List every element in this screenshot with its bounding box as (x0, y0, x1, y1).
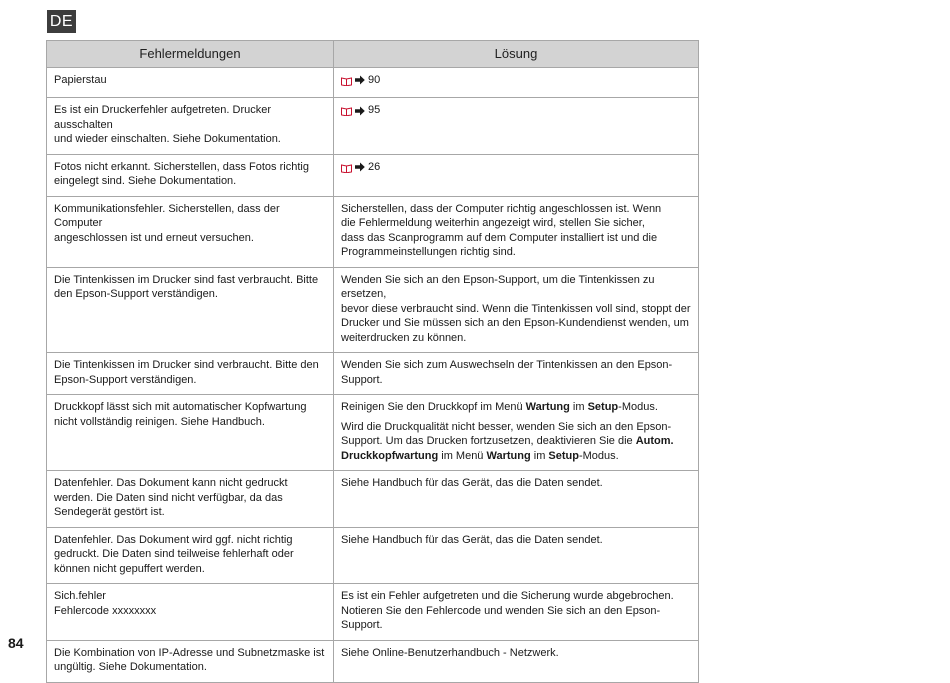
error-message-cell (47, 196, 334, 267)
header-solution: Lösung (334, 41, 699, 68)
solution-text-segment: Druckkopfwartung (341, 449, 439, 462)
solution-line: Drucker und Sie müssen sich an den Epson-Kundendienst wenden, um (341, 317, 689, 330)
table-header-row (47, 41, 699, 68)
solution-line: Wenden Sie sich an den Epson-Support, um die Tintenkissen zu ersetzen, (341, 273, 655, 301)
header-error-messages: Fehlermeldungen (47, 41, 334, 68)
error-message-line: Datenfehler. Das Dokument wird ggf. nicht richtig (54, 533, 293, 546)
table-row (47, 353, 699, 395)
solution-line: die Fehlermeldung weiterhin angezeigt wird, stellen Sie sicher, (341, 217, 645, 230)
reference-page-number: 26 (368, 160, 381, 173)
error-message-line: werden. Die Daten sind nicht verfügbar, da das (54, 491, 283, 504)
solution-line: Es ist ein Fehler aufgetreten und die Sicherung wurde abgebrochen. (341, 590, 674, 603)
error-message-line: Sendegerät gestört ist. (54, 506, 165, 519)
arrow-right-icon (355, 106, 365, 116)
error-message-table (46, 40, 699, 683)
error-message-line: Kommunikationsfehler. Sicherstellen, dass der Computer (54, 202, 280, 230)
error-message-cell (47, 353, 334, 395)
solution-cell (334, 471, 699, 528)
solution-text-segment: im Menü (438, 449, 487, 462)
error-message-cell (47, 395, 334, 471)
solution-line: bevor diese verbraucht sind. Wenn die Tintenkissen voll sind, stoppt der (341, 302, 691, 315)
solution-line: Siehe Online-Benutzerhandbuch - Netzwerk. (341, 646, 559, 659)
error-message-cell (47, 640, 334, 682)
solution-text-segment: Support. Um das Drucken fortzusetzen, deaktivieren Sie die (341, 435, 636, 448)
book-icon (341, 106, 352, 115)
page-reference-link[interactable] (341, 160, 380, 175)
solution-paragraph-1 (341, 400, 691, 415)
error-message-cell (47, 154, 334, 196)
error-message-line: Datenfehler. Das Dokument kann nicht gedruckt (54, 477, 288, 490)
error-message-line: angeschlossen ist und erneut versuchen. (54, 231, 254, 244)
error-message-cell (47, 471, 334, 528)
table-row (47, 395, 699, 471)
error-message-line: eingelegt sind. Siehe Dokumentation. (54, 175, 237, 188)
solution-text-segment: Setup (548, 449, 579, 462)
solution-line: Siehe Handbuch für das Gerät, das die Daten sendet. (341, 477, 603, 490)
table-row (47, 98, 699, 155)
table-row (47, 584, 699, 641)
page-number: 84 (8, 635, 24, 651)
error-message-cell (47, 584, 334, 641)
error-message-line: ungültig. Siehe Dokumentation. (54, 661, 207, 674)
error-message-cell (47, 98, 334, 155)
solution-cell (334, 98, 699, 155)
solution-text-segment: Wartung (525, 401, 570, 414)
error-message-line: Papierstau (54, 74, 107, 86)
table-row (47, 196, 699, 267)
language-badge: DE (47, 10, 76, 33)
error-message-line: können nicht gepuffert werden. (54, 562, 205, 575)
solution-text-segment: Wartung (486, 449, 531, 462)
solution-cell (334, 395, 699, 471)
solution-cell (334, 196, 699, 267)
arrow-right-icon (355, 75, 365, 85)
solution-line: Siehe Handbuch für das Gerät, das die Daten sendet. (341, 533, 603, 546)
solution-text-segment: Reinigen Sie den Druckkopf im Menü (341, 401, 526, 414)
table-row (47, 68, 699, 98)
reference-page-number: 95 (368, 104, 381, 117)
solution-line: dass das Scanprogramm auf dem Computer installiert ist und die (341, 231, 658, 244)
error-message-line: Epson-Support verständigen. (54, 373, 197, 386)
solution-text-segment: im (530, 449, 549, 462)
solution-text-segment: Setup (587, 401, 619, 414)
solution-cell (334, 68, 699, 98)
solution-paragraph-2 (341, 420, 691, 464)
error-message-line: Sich.fehler (54, 590, 106, 603)
reference-page-number: 90 (368, 74, 381, 86)
table-row (47, 154, 699, 196)
error-message-line: Die Kombination von IP-Adresse und Subnetzmaske ist (54, 646, 325, 659)
solution-cell (334, 640, 699, 682)
error-message-cell (47, 527, 334, 584)
error-message-line: den Epson-Support verständigen. (54, 288, 218, 301)
book-icon (341, 76, 352, 85)
error-message-line: Druckkopf lässt sich mit automatischer Kopfwartung (54, 401, 307, 414)
solution-cell (334, 353, 699, 395)
error-message-line: Die Tintenkissen im Drucker sind verbraucht. Bitte den (54, 359, 319, 372)
solution-cell (334, 527, 699, 584)
solution-line: Notieren Sie den Fehlercode und wenden Sie sich an den Epson-Support. (341, 604, 661, 632)
solution-text-segment: im (569, 401, 588, 414)
solution-line: Wenden Sie sich zum Auswechseln der Tintenkissen an den Epson- (341, 359, 673, 372)
table-row (47, 527, 699, 584)
solution-text-segment: -Modus. (578, 449, 619, 462)
solution-text-segment: Wird die Druckqualität nicht besser, wenden Sie sich an den Epson- (341, 420, 672, 433)
error-message-line: Die Tintenkissen im Drucker sind fast verbraucht. Bitte (54, 273, 319, 286)
solution-text-segment: Autom. (635, 435, 674, 448)
page-reference-link[interactable] (341, 103, 380, 118)
error-message-line: und wieder einschalten. Siehe Dokumentation. (54, 133, 281, 146)
arrow-right-icon (355, 162, 365, 172)
error-message-line: Fotos nicht erkannt. Sicherstellen, dass Fotos richtig (54, 160, 309, 173)
solution-line: Sicherstellen, dass der Computer richtig angeschlossen ist. Wenn (341, 202, 662, 215)
page-reference-link[interactable] (341, 73, 380, 88)
table-row (47, 471, 699, 528)
solution-cell (334, 267, 699, 353)
solution-cell (334, 154, 699, 196)
book-icon (341, 163, 352, 172)
table-row (47, 640, 699, 682)
error-message-cell (47, 68, 334, 98)
error-message-line: nicht vollständig reinigen. Siehe Handbuch. (54, 415, 265, 428)
solution-line: Programmeinstellungen richtig sind. (341, 246, 516, 259)
error-message-line: Es ist ein Druckerfehler aufgetreten. Drucker ausschalten (54, 104, 272, 131)
error-message-line: gedruckt. Die Daten sind teilweise fehlerhaft oder (54, 548, 294, 561)
solution-line: weiterdrucken zu können. (341, 331, 467, 344)
table-row (47, 267, 699, 353)
solution-text-segment: -Modus. (618, 401, 658, 414)
error-message-line: Fehlercode xxxxxxxx (54, 604, 157, 617)
error-message-cell (47, 267, 334, 353)
solution-line: Support. (341, 373, 383, 386)
solution-cell (334, 584, 699, 641)
